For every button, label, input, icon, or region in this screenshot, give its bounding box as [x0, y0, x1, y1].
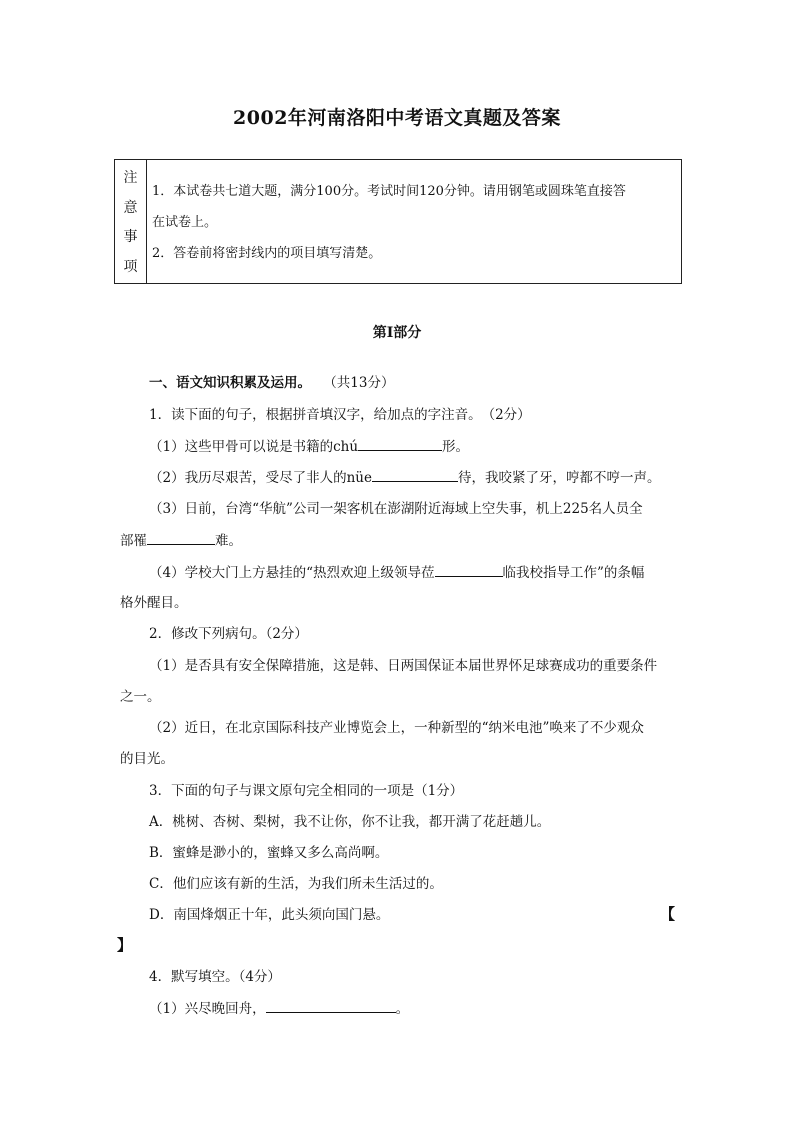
q1-s4-text-end: 临我校指导工作”的条幅 [502, 565, 645, 581]
q1-sentence-4-cont: 格外醒目。 [120, 595, 188, 611]
notice-body [147, 160, 681, 283]
q1-sentence-4 [149, 562, 644, 583]
q3-stem: 3．下面的句子与课文原句完全相同的一项是（1分） [149, 783, 464, 799]
answer-bracket-open: 【 [660, 905, 676, 923]
q1-sentence-3-cont [120, 530, 242, 551]
q2-stem: 2．修改下列病句。（2分） [149, 626, 308, 642]
q4-stem: 4．默写填空。（4分） [149, 969, 281, 985]
q1-sentence-1 [149, 436, 469, 457]
notice-box [114, 159, 682, 284]
q2-sentence-2-cont: 的目光。 [120, 751, 174, 767]
q1-s4-text: （4）学校大门上方悬挂的“热烈欢迎上级领导莅 [149, 565, 435, 581]
q2-sentence-1: （1）是否具有安全保障措施，这是韩、日两国保证本届世界怀足球赛成功的重要条件 [149, 658, 658, 674]
q1-sentence-3: （3）日前，台湾“华航”公司一架客机在澎湖附近海域上空失事，机上225名人员全 [149, 501, 643, 517]
notice-item-1-cont: 在试卷上。 [152, 215, 218, 230]
answer-blank[interactable] [147, 530, 215, 545]
q3-option-c: C．他们应该有新的生活，为我们所未生活过的。 [149, 876, 443, 892]
answer-blank[interactable] [266, 998, 396, 1013]
section-heading-text: 一、语文知识积累及运用。 [149, 375, 311, 391]
notice-label-char: 项 [123, 259, 138, 276]
document-title: 2002年河南洛阳中考语文真题及答案 [233, 107, 561, 129]
q2-sentence-2: （2）近日，在北京国际科技产业博览会上，一种新型的“纳米电池”唤来了不少观众 [149, 720, 644, 736]
notice-label [115, 160, 147, 283]
q1-s1-text-end: 形。 [442, 439, 470, 455]
answer-blank[interactable] [372, 467, 458, 482]
q3-option-d: D．南国烽烟正十年，此头须向国门悬。 [149, 907, 390, 923]
q1-s2-text: （2）我历尽艰苦，受尽了非人的nüe [149, 470, 372, 486]
q4-s1-text-end: 。 [395, 1001, 410, 1017]
notice-item-1: 1．本试卷共七道大题，满分100分。考试时间120分钟。请用钢笔或圆珠笔直接答 [152, 184, 626, 199]
q1-stem: 1．读下面的句子，根据拼音填汉字，给加点的字注音。 （2分） [149, 407, 531, 423]
part-title: 第Ⅰ部分 [372, 325, 422, 341]
q3-option-a: A．桃树、杏树、梨树，我不让你，你不让我，都开满了花赶趟儿。 [149, 814, 551, 830]
q4-sentence-1 [149, 998, 409, 1019]
answer-bracket-close: 】 [117, 936, 133, 954]
notice-label-char: 事 [123, 229, 138, 246]
q1-s1-text: （1）这些甲骨可以说是书籍的chú [149, 439, 359, 455]
notice-label-char: 意 [123, 199, 138, 216]
answer-blank[interactable] [358, 436, 442, 451]
q1-s2-text-end: 待，我咬紧了牙，哼都不哼一声。 [457, 470, 661, 486]
q4-s1-text: （1）兴尽晚回舟， [149, 1001, 266, 1017]
q1-sentence-2 [149, 467, 660, 488]
q2-sentence-1-cont: 之一。 [120, 689, 161, 705]
section-score: （共13分） [323, 375, 395, 391]
answer-blank[interactable] [435, 562, 503, 577]
q3-option-b: B．蜜蜂是渺小的，蜜蜂又多么高尚啊。 [149, 845, 389, 861]
q1-s3-text: 部罹 [120, 533, 147, 549]
notice-item-2: 2．答卷前将密封线内的项目填写清楚。 [152, 246, 382, 261]
notice-label-char: 注 [123, 169, 138, 186]
section-heading [149, 373, 394, 393]
q1-s3-text-end: 难。 [215, 533, 242, 549]
